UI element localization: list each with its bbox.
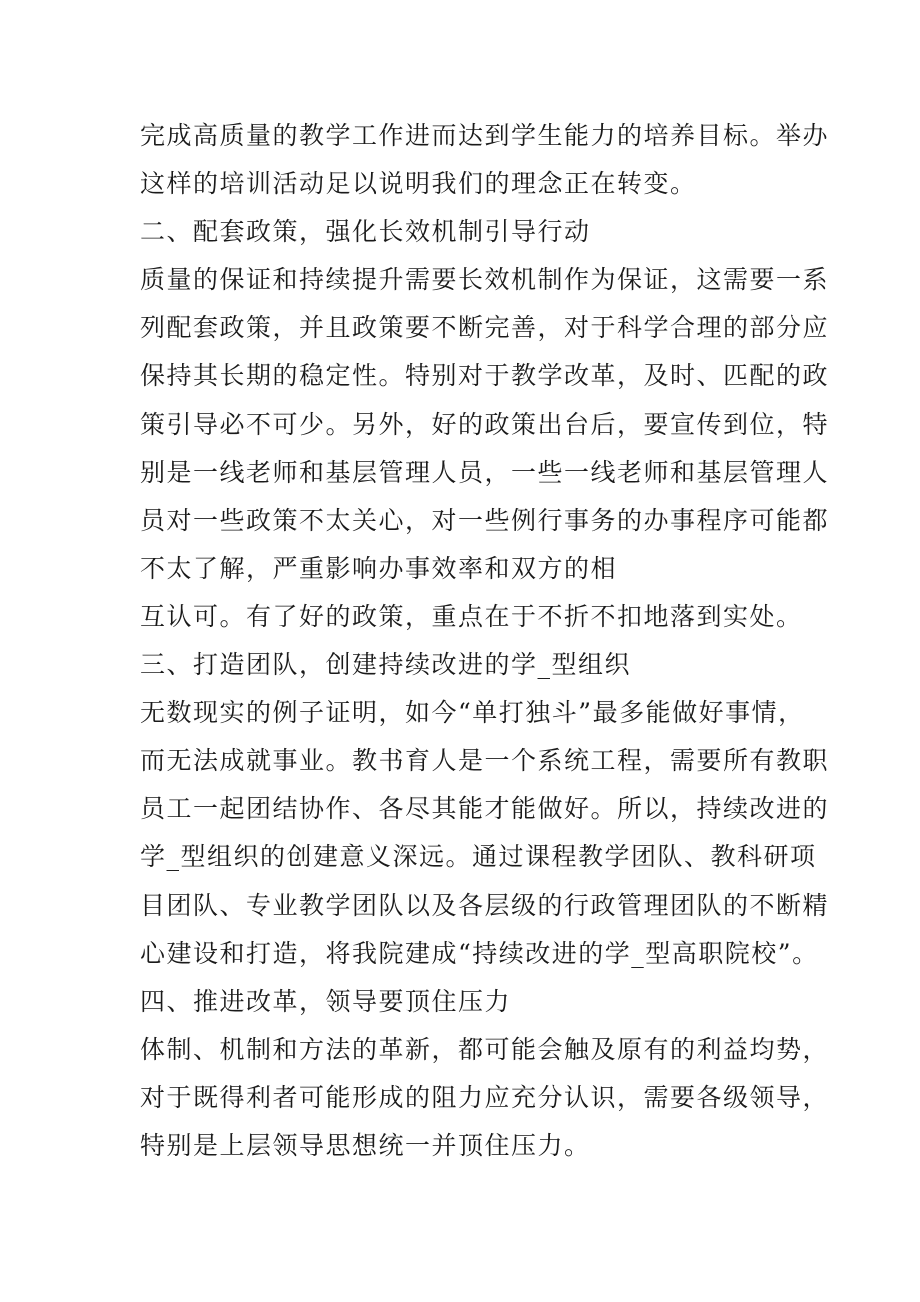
section-heading: 二、配套政策，强化长效机制引导行动 (140, 217, 591, 247)
paragraph-line: 这样的培训活动足以说明我们的理念正在转变。 (140, 169, 697, 199)
paragraph-line: 列配套政策，并且政策要不断完善，对于科学合理的部分应 (140, 313, 830, 343)
paragraph-line: 对于既得利者可能形成的阻力应充分认识，需要各级领导， (140, 1082, 830, 1112)
paragraph-line: 互认可。有了好的政策，重点在于不折不扣地落到实处。 (140, 601, 803, 631)
section-heading: 三、打造团队，创建持续改进的学_型组织 (140, 650, 632, 680)
paragraph-line: 不太了解，严重影响办事效率和双方的相 (140, 553, 618, 583)
paragraph-line: 特别是上层领导思想统一并顶住压力。 (140, 1130, 591, 1160)
paragraph-line: 而无法成就事业。教书育人是一个系统工程，需要所有教职 (140, 746, 830, 776)
paragraph-line: 员对一些政策不太关心，对一些例行事务的办事程序可能都 (140, 505, 830, 535)
paragraph-line: 目团队、专业教学团队以及各层级的行政管理团队的不断精 (140, 890, 830, 920)
paragraph-line: 无数现实的例子证明，如今“单打独斗”最多能做好事情， (140, 698, 805, 728)
paragraph-line: 心建设和打造，将我院建成“持续改进的学_型高职院校”。 (140, 938, 819, 968)
paragraph-line: 学_型组织的创建意义深远。通过课程教学团队、教科研项 (140, 842, 817, 872)
paragraph-line: 别是一线老师和基层管理人员，一些一线老师和基层管理人 (140, 457, 830, 487)
paragraph-line: 员工一起团结协作、各尽其能才能做好。所以，持续改进的 (140, 794, 830, 824)
paragraph-line: 体制、机制和方法的革新，都可能会触及原有的利益均势， (140, 1034, 830, 1064)
section-heading: 四、推进改革，领导要顶住压力 (140, 986, 512, 1016)
paragraph-line: 质量的保证和持续提升需要长效机制作为保证，这需要一系 (140, 265, 830, 295)
paragraph-line: 完成高质量的教学工作进而达到学生能力的培养目标。举办 (140, 121, 830, 150)
paragraph-line: 策引导必不可少。另外，好的政策出台后，要宣传到位，特 (140, 409, 830, 439)
document-body (140, 112, 860, 1170)
paragraph-line: 保持其长期的稳定性。特别对于教学改革，及时、匹配的政 (140, 361, 830, 391)
